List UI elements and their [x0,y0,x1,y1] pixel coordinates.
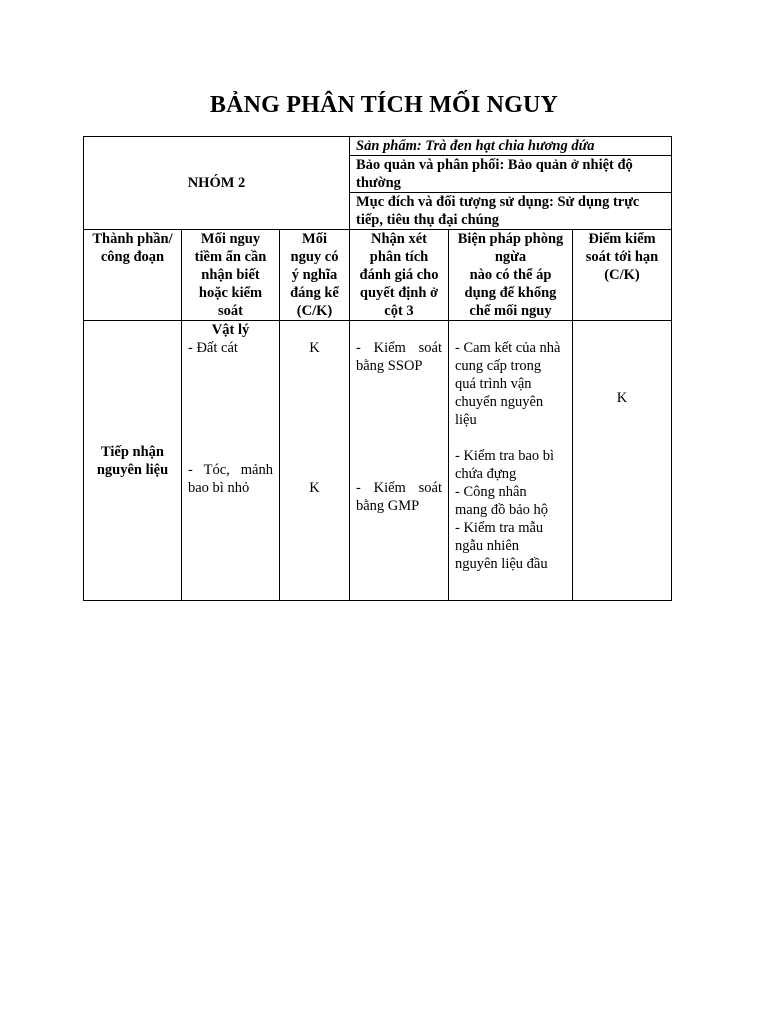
column-header-text: (C/K) [296,303,333,319]
column-header-text: nhận biết [201,267,260,283]
column-header-text: Mối [302,231,327,247]
significance-cell [280,321,350,601]
hazard-analysis-table [83,136,672,601]
analysis-cell [350,321,449,601]
measure-spacer [455,429,566,447]
measures-cell [449,321,573,601]
hazard-item-2-line1: - Tóc, mảnh [188,462,273,478]
product-info-cell [350,137,672,156]
stage-name-line1: Tiếp nhận [100,443,164,460]
analysis-item-2-line2: bằng GMP [356,498,420,514]
ccp-cell [573,321,672,601]
stage-cell [84,321,182,601]
measure-line: liệu [455,412,477,428]
table-row [84,321,672,601]
hazard-item-1: - Đất cát [188,340,238,356]
measure-line: - Cam kết của nhà [455,340,561,356]
measure-line: nguyên liệu đầu [455,556,548,572]
storage-info-cell [350,156,672,193]
measure-line: - Kiểm tra bao bì [455,448,555,464]
column-header-text: tiềm ẩn cần [194,249,267,265]
significance-value-2: K [309,480,320,496]
column-header-hazard [182,230,280,321]
column-header-text: soát tới hạn [585,249,659,265]
analysis-item-1-line2: bằng SSOP [356,358,423,374]
column-header-analysis [350,230,449,321]
product-info: Sản phẩm: Trà đen hạt chia hương dứa [356,138,595,154]
column-header-text: hoặc kiểm [198,285,263,301]
column-header-ccp [573,230,672,321]
measure-line: chứa đựng [455,466,517,482]
measure-line: ngẫu nhiên [455,538,520,554]
column-header-text: ngừa [494,249,527,265]
column-header-text: nguy có [290,249,339,265]
column-header-text: đánh giá cho [359,267,439,283]
hazard-category: Vật lý [211,322,250,338]
analysis-item-2-line1: - Kiểm soát [356,480,442,496]
purpose-info-line2: tiếp, tiêu thụ đại chúng [356,212,500,228]
analysis-item-1-line1: - Kiểm soát [356,340,442,356]
significance-value-1: K [309,340,320,356]
column-header-stage [84,230,182,321]
measure-line: cung cấp trong [455,358,542,374]
ccp-value: K [616,390,628,406]
column-header-text: ý nghĩa [291,267,338,283]
column-header-text: soát [218,303,243,319]
measure-line: - Công nhân [455,484,527,500]
column-header-text: Mối nguy [200,231,261,247]
group-name-cell [84,137,350,230]
column-header-text: đáng kể [290,285,339,301]
purpose-info-cell [350,193,672,230]
storage-info-line2: thường [356,175,401,191]
column-header-text: nào có thể áp [469,267,552,283]
column-header-text: công đoạn [100,249,165,265]
group-name: NHÓM 2 [187,175,246,191]
measure-line: chuyển nguyên [455,394,544,410]
column-header-text: chế mối nguy [469,303,552,319]
column-header-significant [280,230,350,321]
measure-line: mang đồ bảo hộ [455,502,549,518]
column-header-text: Thành phần/ [92,231,173,247]
stage-name-line2: nguyên liệu [96,461,169,478]
column-header-text: (C/K) [604,267,640,283]
storage-info-line1: Bảo quản và phân phối: Bảo quản ở nhiệt độ [356,157,633,173]
column-header-text: Điểm kiểm [588,231,656,247]
column-header-text: dụng để khống [464,285,557,301]
hazard-item-2-line2: bao bì nhỏ [188,480,250,496]
measure-line: - Kiểm tra mẫu [455,520,544,536]
document-title: BẢNG PHÂN TÍCH MỐI NGUY [209,92,559,118]
column-header-text: Biện pháp phòng [457,231,564,247]
column-header-measures [449,230,573,321]
column-header-text: phân tích [369,249,429,265]
hazard-cell [182,321,280,601]
column-header-text: quyết định ở [359,285,439,301]
purpose-info-line1: Mục đích và đối tượng sử dụng: Sử dụng trực [356,194,640,210]
column-header-text: cột 3 [384,303,414,319]
measure-line: quá trình vận [455,376,532,392]
column-header-text: Nhận xét [371,231,427,247]
